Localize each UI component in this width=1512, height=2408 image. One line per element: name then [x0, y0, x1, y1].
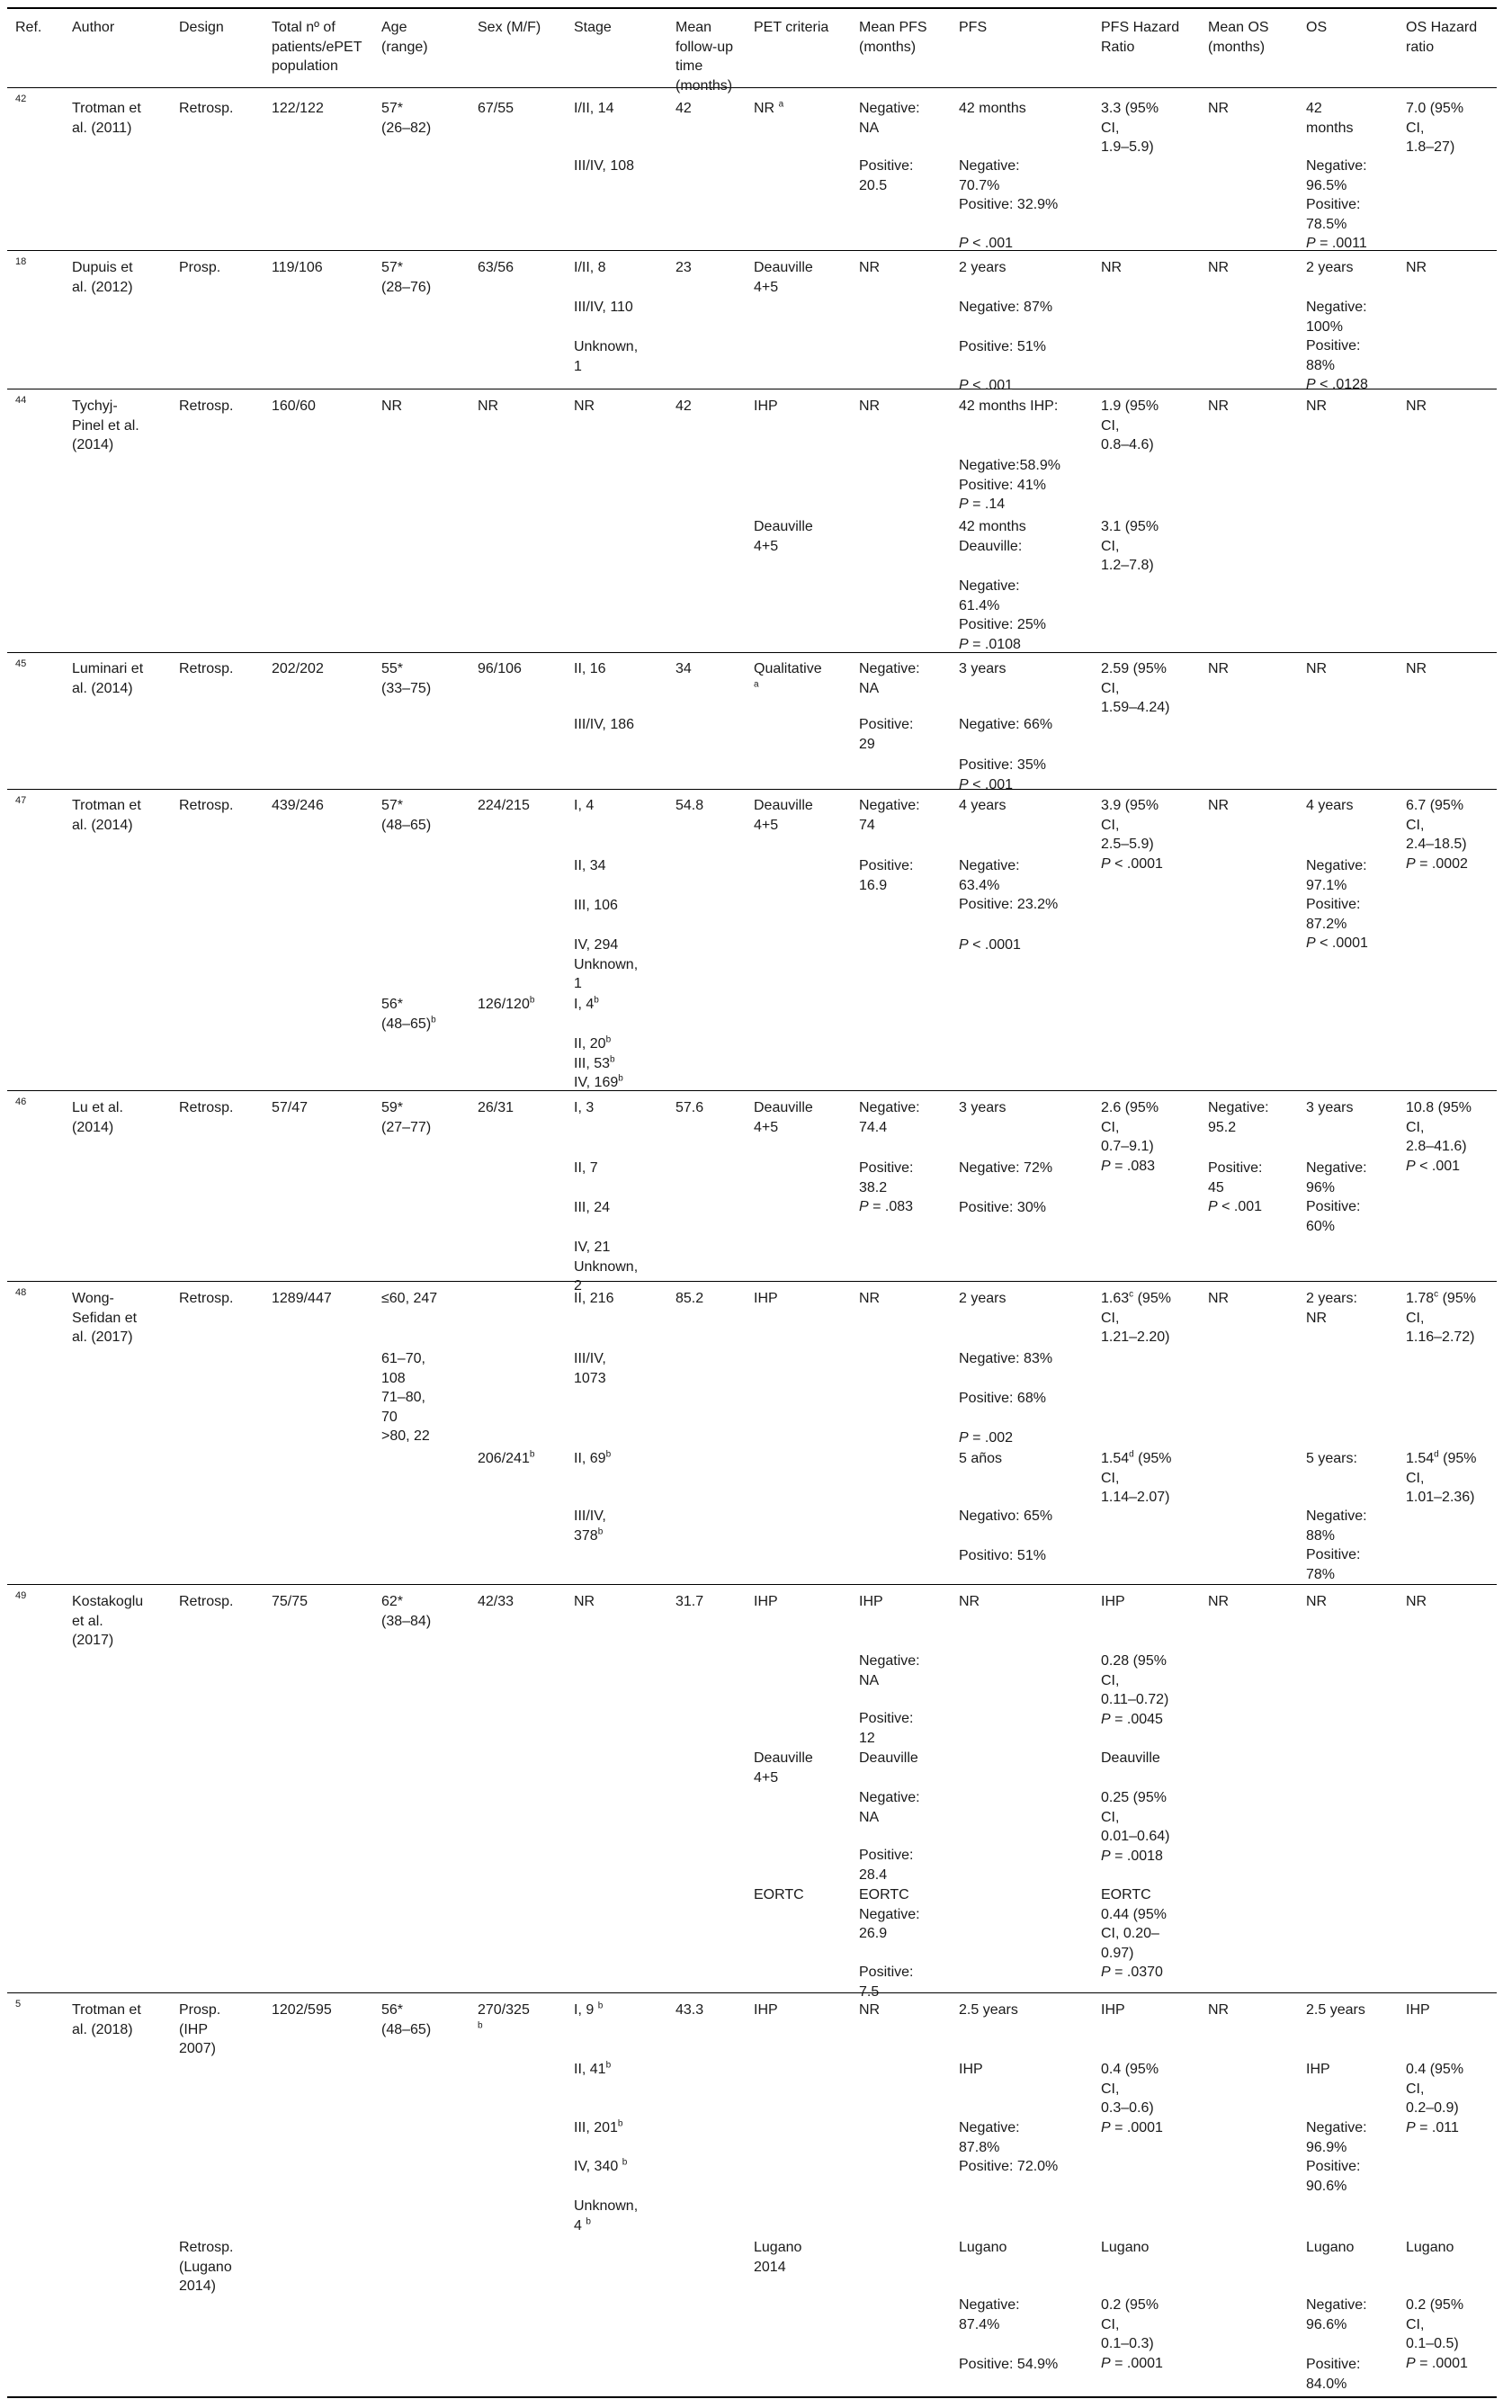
ref-number: 18: [15, 256, 27, 267]
pfs-value: Negative: 83%: [959, 1351, 1053, 1366]
stage-value: IV, 340 $^b$: [574, 2157, 628, 2174]
pet-criteria-value: Deauville 4+5: [754, 260, 813, 295]
mean-pfs-value: Negative: 74: [859, 798, 920, 833]
mean-pfs-value: Positive: 20.5: [859, 158, 914, 193]
design-value: Retrosp.: [179, 1594, 234, 1609]
sex-value: 96/106: [478, 661, 522, 676]
os-value: Negative: 96.5% Positive: 78.5% P = .0011: [1306, 158, 1367, 251]
os-value: 4 years: [1306, 798, 1354, 813]
sex-value: 270/325 $^b$: [478, 2002, 530, 2031]
total-value: 160/60: [272, 398, 316, 414]
os-hr-value: NR: [1406, 398, 1427, 414]
mean-pfs-value: Deauville: [859, 1750, 918, 1766]
author-name: Trotman et al. (2011): [72, 101, 141, 136]
table-bottom-rule: [7, 2396, 1497, 2398]
os-value: Negative: 100% Positive: 88% P < .0128: [1306, 300, 1368, 392]
mean-pfs-value: Negative: NA: [859, 661, 920, 696]
author-name: Trotman et al. (2018): [72, 2002, 141, 2037]
stage-value: NR: [574, 1594, 595, 1609]
followup-value: 42: [675, 101, 692, 116]
os-value: 42 months: [1306, 101, 1354, 136]
stage-value: I, 4$^b$: [574, 995, 599, 1012]
age-value: 57* (26–82): [381, 101, 432, 136]
mean-pfs-value: Negative: NA: [859, 1790, 920, 1825]
followup-value: 23: [675, 260, 692, 275]
mean-pfs-value: Positive: 16.9: [859, 858, 914, 893]
mean-os-value: NR: [1208, 398, 1230, 414]
stage-value: II, 7: [574, 1160, 598, 1176]
total-value: 439/246: [272, 798, 324, 813]
pfs-hr-value: 2.59 (95% CI, 1.59–4.24): [1101, 661, 1170, 715]
pfs-value: P = .002: [959, 1430, 1014, 1446]
os-value: NR: [1306, 661, 1328, 676]
os-value: Negative: 96.6%: [1306, 2297, 1367, 2332]
mean-pfs-value: Positive: 38.2 P = .083: [859, 1160, 914, 1214]
stage-value: II, 34: [574, 858, 606, 873]
design-value: Retrosp.: [179, 1291, 234, 1306]
age-value: 55* (33–75): [381, 661, 432, 696]
os-value: 5 years:: [1306, 1451, 1357, 1466]
age-value: 61–70, 108 71–80, 70 >80, 22: [381, 1351, 430, 1444]
os-hr-value: NR: [1406, 260, 1427, 275]
pfs-value: Negative: 72%: [959, 1160, 1053, 1176]
pfs-value: Negative: 87%: [959, 300, 1053, 315]
age-value: 62* (38–84): [381, 1594, 432, 1629]
pfs-value: 5 años: [959, 1451, 1003, 1466]
stage-value: III/IV, 186: [574, 717, 635, 732]
pet-criteria-value: Qualitative $^a$: [754, 661, 822, 690]
header-mean-pfs: Mean PFS (months): [859, 20, 927, 55]
age-value: 59* (27–77): [381, 1100, 432, 1135]
table-top-rule: [7, 7, 1497, 9]
pfs-value: 42 months Deauville:: [959, 519, 1026, 554]
stage-value: I, 9 $^b$: [574, 2001, 604, 2018]
pfs-value: Negative:58.9% Positive: 41% P = .14: [959, 458, 1060, 512]
header-pfs: PFS: [959, 20, 988, 35]
design-value: Retrosp.: [179, 798, 234, 813]
stage-value: III/IV, 1073: [574, 1351, 606, 1386]
stage-value: I, 4: [574, 798, 595, 813]
pfs-hr-value: 3.9 (95% CI, 2.5–5.9) P < .0001: [1101, 798, 1163, 872]
author-name: Lu et al. (2014): [72, 1100, 123, 1135]
row-divider: [7, 789, 1497, 790]
mean-pfs-value: Positive: 28.4: [859, 1848, 914, 1883]
os-hr-value: 0.2 (95% CI, 0.1–0.5) P = .0001: [1406, 2297, 1468, 2371]
header-design: Design: [179, 20, 224, 35]
sex-value: 67/55: [478, 101, 514, 116]
mean-pfs-value: Positive: 7.5: [859, 1965, 914, 2000]
os-value: 2.5 years: [1306, 2002, 1365, 2018]
header-stage: Stage: [574, 20, 612, 35]
design-value: Retrosp.: [179, 101, 234, 116]
ref-number: 48: [15, 1287, 27, 1298]
pfs-value: Negative: 66%: [959, 717, 1053, 732]
design-value: Prosp.: [179, 260, 221, 275]
pfs-value: Positive: 30%: [959, 1200, 1046, 1215]
mean-os-value: NR: [1208, 798, 1230, 813]
header-age: Age (range): [381, 20, 428, 55]
pfs-value: Negative: 87.8% Positive: 72.0%: [959, 2120, 1059, 2174]
sex-value: 63/56: [478, 260, 514, 275]
pfs-value: 42 months: [959, 101, 1026, 116]
pet-criteria-value: IHP: [754, 2002, 778, 2018]
pet-criteria-value: Deauville 4+5: [754, 798, 813, 833]
ref-number: 49: [15, 1590, 27, 1601]
ref-number: 42: [15, 94, 27, 104]
sex-value: 224/215: [478, 798, 530, 813]
header-pet-criteria: PET criteria: [754, 20, 829, 35]
row-divider: [7, 652, 1497, 653]
pfs-hr-value: Deauville: [1101, 1750, 1160, 1766]
total-value: 75/75: [272, 1594, 309, 1609]
pfs-value: NR: [959, 1594, 980, 1609]
stage-value: IV, 21 Unknown, 2: [574, 1240, 639, 1294]
row-divider: [7, 1992, 1497, 1993]
header-os-hazard-ratio: OS Hazard ratio: [1406, 20, 1478, 55]
ref-number: 45: [15, 658, 27, 669]
pfs-value: IHP: [959, 2062, 983, 2077]
mean-os-value: Positive: 45 P < .001: [1208, 1160, 1263, 1214]
mean-os-value: NR: [1208, 2002, 1230, 2018]
mean-os-value: NR: [1208, 661, 1230, 676]
pfs-hr-value: 1.54$^d$ (95% CI, 1.14–2.07): [1101, 1449, 1172, 1505]
pfs-hr-value: EORTC 0.44 (95% CI, 0.20– 0.97) P = .0370: [1101, 1887, 1167, 1980]
os-value: Lugano: [1306, 2240, 1355, 2255]
header-total: Total nº of patients/ePET population: [272, 20, 362, 74]
pfs-value: Negative: 70.7% Positive: 32.9%: [959, 158, 1059, 212]
pfs-value: Positive: 35% P < .001: [959, 757, 1046, 792]
os-hr-value: 1.54$^d$ (95% CI, 1.01–2.36): [1406, 1449, 1477, 1505]
pet-criteria-value: EORTC: [754, 1887, 804, 1902]
mean-pfs-value: Negative: 74.4: [859, 1100, 920, 1135]
design-value: Retrosp.: [179, 1100, 234, 1115]
mean-pfs-value: Positive: 12: [859, 1711, 914, 1746]
pfs-value: 3 years: [959, 1100, 1007, 1115]
os-hr-value: NR: [1406, 661, 1427, 676]
pet-criteria-value: IHP: [754, 1594, 778, 1609]
os-hr-value: 7.0 (95% CI, 1.8–27): [1406, 101, 1464, 155]
pfs-value: 42 months IHP:: [959, 398, 1059, 414]
pfs-value: P < .001: [959, 378, 1014, 393]
age-value: 57* (48–65): [381, 798, 432, 833]
sex-value: 206/241$^b$: [478, 1449, 535, 1466]
os-value: Positive: 84.0%: [1306, 2357, 1361, 2392]
stage-value: I/II, 14: [574, 101, 614, 116]
pfs-value: 4 years: [959, 798, 1007, 813]
ref-number: 44: [15, 395, 27, 406]
sex-value: 42/33: [478, 1594, 514, 1609]
header-sex: Sex (M/F): [478, 20, 541, 35]
design-value: Retrosp.: [179, 661, 234, 676]
os-hr-value: 10.8 (95% CI, 2.8–41.6) P < .001: [1406, 1100, 1472, 1174]
header-bottom-rule: [7, 87, 1497, 88]
ref-number: 46: [15, 1097, 27, 1107]
mean-pfs-value: NR: [859, 1291, 881, 1306]
pfs-hr-value: 3.3 (95% CI, 1.9–5.9): [1101, 101, 1159, 155]
pfs-value: Positive: 51%: [959, 339, 1046, 354]
stage-value: Unknown, 1: [574, 339, 639, 374]
os-value: 3 years: [1306, 1100, 1354, 1115]
os-value: Negative: 96% Positive: 60%: [1306, 1160, 1367, 1234]
followup-value: 54.8: [675, 798, 704, 813]
mean-pfs-value: EORTC Negative: 26.9: [859, 1887, 920, 1941]
stage-value: Unknown, 4 $^b$: [574, 2198, 639, 2233]
row-divider: [7, 1584, 1497, 1585]
os-value: IHP: [1306, 2062, 1330, 2077]
row-divider: [7, 250, 1497, 251]
ref-number: 47: [15, 795, 27, 806]
design-value: Retrosp.: [179, 398, 234, 414]
mean-os-value: NR: [1208, 260, 1230, 275]
stage-value: IV, 294 Unknown, 1: [574, 937, 639, 991]
followup-value: 31.7: [675, 1594, 704, 1609]
pfs-hr-value: NR: [1101, 260, 1123, 275]
age-value: ≤60, 247: [381, 1291, 438, 1306]
pfs-hr-value: 2.6 (95% CI, 0.7–9.1) P = .083: [1101, 1100, 1159, 1174]
total-value: 57/47: [272, 1100, 309, 1115]
pfs-value: 2 years: [959, 1291, 1007, 1306]
os-value: NR: [1306, 1594, 1328, 1609]
mean-pfs-value: Negative: NA: [859, 101, 920, 136]
pfs-value: Negative: 87.4%: [959, 2297, 1020, 2332]
author-name: Wong- Sefidan et al. (2017): [72, 1291, 138, 1345]
pfs-value: Negative: 61.4% Positive: 25% P = .0108: [959, 578, 1046, 652]
stage-value: II, 20$^b$ III, 53$^b$ IV, 169$^b$: [574, 1034, 623, 1090]
stage-value: I/II, 8: [574, 260, 606, 275]
mean-pfs-value: Negative: NA: [859, 1653, 920, 1688]
mean-pfs-value: NR: [859, 398, 881, 414]
mean-pfs-value: NR: [859, 260, 881, 275]
followup-value: 34: [675, 661, 692, 676]
os-value: Negative: 96.9% Positive: 90.6%: [1306, 2120, 1367, 2194]
header-ref: Ref.: [15, 20, 42, 35]
pfs-hr-value: 0.4 (95% CI, 0.3–0.6) P = .0001: [1101, 2062, 1163, 2135]
author-name: Trotman et al. (2014): [72, 798, 141, 833]
pfs-value: Negative: 63.4% Positive: 23.2%: [959, 858, 1059, 912]
total-value: 1202/595: [272, 2002, 332, 2018]
pfs-value: 2 years: [959, 260, 1007, 275]
pet-criteria-value: IHP: [754, 398, 778, 414]
age-value: 56* (48–65): [381, 2002, 432, 2037]
stage-value: NR: [574, 398, 595, 414]
pet-criteria-value: Deauville 4+5: [754, 1750, 813, 1786]
followup-value: 42: [675, 398, 692, 414]
stage-value: III, 24: [574, 1200, 611, 1215]
stage-value: II, 41$^b$: [574, 2060, 612, 2077]
total-value: 1289/447: [272, 1291, 332, 1306]
author-name: Kostakoglu et al. (2017): [72, 1594, 144, 1648]
pet-criteria-value: Deauville 4+5: [754, 1100, 813, 1135]
total-value: 202/202: [272, 661, 324, 676]
os-hr-value: 0.4 (95% CI, 0.2–0.9) P = .011: [1406, 2062, 1464, 2135]
mean-pfs-value: NR: [859, 2002, 881, 2018]
mean-os-value: NR: [1208, 1291, 1230, 1306]
sex-value: NR: [478, 398, 499, 414]
ref-number: 5: [15, 1999, 22, 2010]
pet-criteria-value: Deauville 4+5: [754, 519, 813, 554]
stage-value: III, 106: [574, 898, 618, 913]
author-name: Luminari et al. (2014): [72, 661, 144, 696]
pfs-hr-value: 0.28 (95% CI, 0.11–0.72) P = .0045: [1101, 1653, 1169, 1727]
total-value: 119/106: [272, 260, 323, 275]
pfs-value: 3 years: [959, 661, 1007, 676]
pfs-hr-value: 3.1 (95% CI, 1.2–7.8): [1101, 519, 1159, 573]
mean-os-value: NR: [1208, 101, 1230, 116]
pfs-value: P < .0001: [959, 937, 1021, 953]
mean-pfs-value: Positive: 29: [859, 717, 914, 752]
stage-value: I, 3: [574, 1100, 595, 1115]
design-value: Retrosp. (Lugano 2014): [179, 2240, 234, 2294]
pfs-value: Negativo: 65%: [959, 1508, 1053, 1524]
sex-value: 126/120$^b$: [478, 995, 535, 1012]
os-value: NR: [1306, 398, 1328, 414]
pfs-value: P < .001: [959, 236, 1014, 251]
pfs-value: Positive: 68%: [959, 1391, 1046, 1406]
mean-os-value: NR: [1208, 1594, 1230, 1609]
pfs-value: Positive: 54.9%: [959, 2357, 1059, 2372]
stage-value: III, 201$^b$: [574, 2118, 623, 2135]
stage-value: III/IV, 108: [574, 158, 635, 174]
stage-value: II, 69$^b$: [574, 1449, 612, 1466]
header-followup: Mean follow-up time (months): [675, 20, 734, 94]
author-name: Dupuis et al. (2012): [72, 260, 133, 295]
followup-value: 43.3: [675, 2002, 704, 2018]
pfs-hr-value: 1.9 (95% CI, 0.8–4.6): [1101, 398, 1159, 452]
pet-criteria-value: IHP: [754, 1291, 778, 1306]
row-divider: [7, 1281, 1497, 1282]
row-divider: [7, 1090, 1497, 1091]
os-value: Negative: 97.1% Positive: 87.2% P < .0001: [1306, 858, 1368, 951]
followup-value: 57.6: [675, 1100, 704, 1115]
header-mean-os: Mean OS (months): [1208, 20, 1269, 55]
os-hr-value: 6.7 (95% CI, 2.4–18.5) P = .0002: [1406, 798, 1468, 872]
pfs-hr-value: IHP: [1101, 2002, 1125, 2018]
stage-value: II, 16: [574, 661, 606, 676]
age-value: NR: [381, 398, 403, 414]
stage-value: III/IV, 378$^b$: [574, 1508, 606, 1544]
pfs-hr-value: 0.2 (95% CI, 0.1–0.3) P = .0001: [1101, 2297, 1163, 2371]
pfs-hr-value: 0.25 (95% CI, 0.01–0.64) P = .0018: [1101, 1790, 1170, 1864]
pfs-value: 2.5 years: [959, 2002, 1018, 2018]
pet-criteria-value: NR $^a$: [754, 99, 784, 116]
header-author: Author: [72, 20, 115, 35]
total-value: 122/122: [272, 101, 324, 116]
sex-value: 26/31: [478, 1100, 514, 1115]
os-value: 2 years: NR: [1306, 1291, 1357, 1326]
pet-criteria-value: Lugano 2014: [754, 2240, 802, 2275]
os-hr-value: NR: [1406, 1594, 1427, 1609]
pfs-value: Positivo: 51%: [959, 1548, 1046, 1563]
os-hr-value: IHP: [1406, 2002, 1430, 2018]
os-hr-value: Lugano: [1406, 2240, 1454, 2255]
pfs-hr-value: 1.63$^c$ (95% CI, 1.21–2.20): [1101, 1289, 1171, 1345]
os-hr-value: 1.78$^c$ (95% CI, 1.16–2.72): [1406, 1289, 1476, 1345]
author-name: Tychyj- Pinel et al. (2014): [72, 398, 139, 452]
stage-value: II, 216: [574, 1291, 614, 1306]
os-value: 2 years: [1306, 260, 1354, 275]
pfs-hr-value: IHP: [1101, 1594, 1125, 1609]
followup-value: 85.2: [675, 1291, 704, 1306]
mean-pfs-value: IHP: [859, 1594, 883, 1609]
design-value: Prosp. (IHP 2007): [179, 2002, 221, 2056]
age-value: 56* $(48-65)^b$: [381, 997, 436, 1032]
pfs-value: Lugano: [959, 2240, 1007, 2255]
mean-os-value: Negative: 95.2: [1208, 1100, 1269, 1135]
age-value: 57* (28–76): [381, 260, 432, 295]
header-pfs-hazard-ratio: PFS Hazard Ratio: [1101, 20, 1180, 55]
pfs-hr-value: Lugano: [1101, 2240, 1150, 2255]
header-os: OS: [1306, 20, 1328, 35]
os-value: Negative: 88% Positive: 78%: [1306, 1508, 1367, 1582]
stage-value: III/IV, 110: [574, 300, 633, 315]
